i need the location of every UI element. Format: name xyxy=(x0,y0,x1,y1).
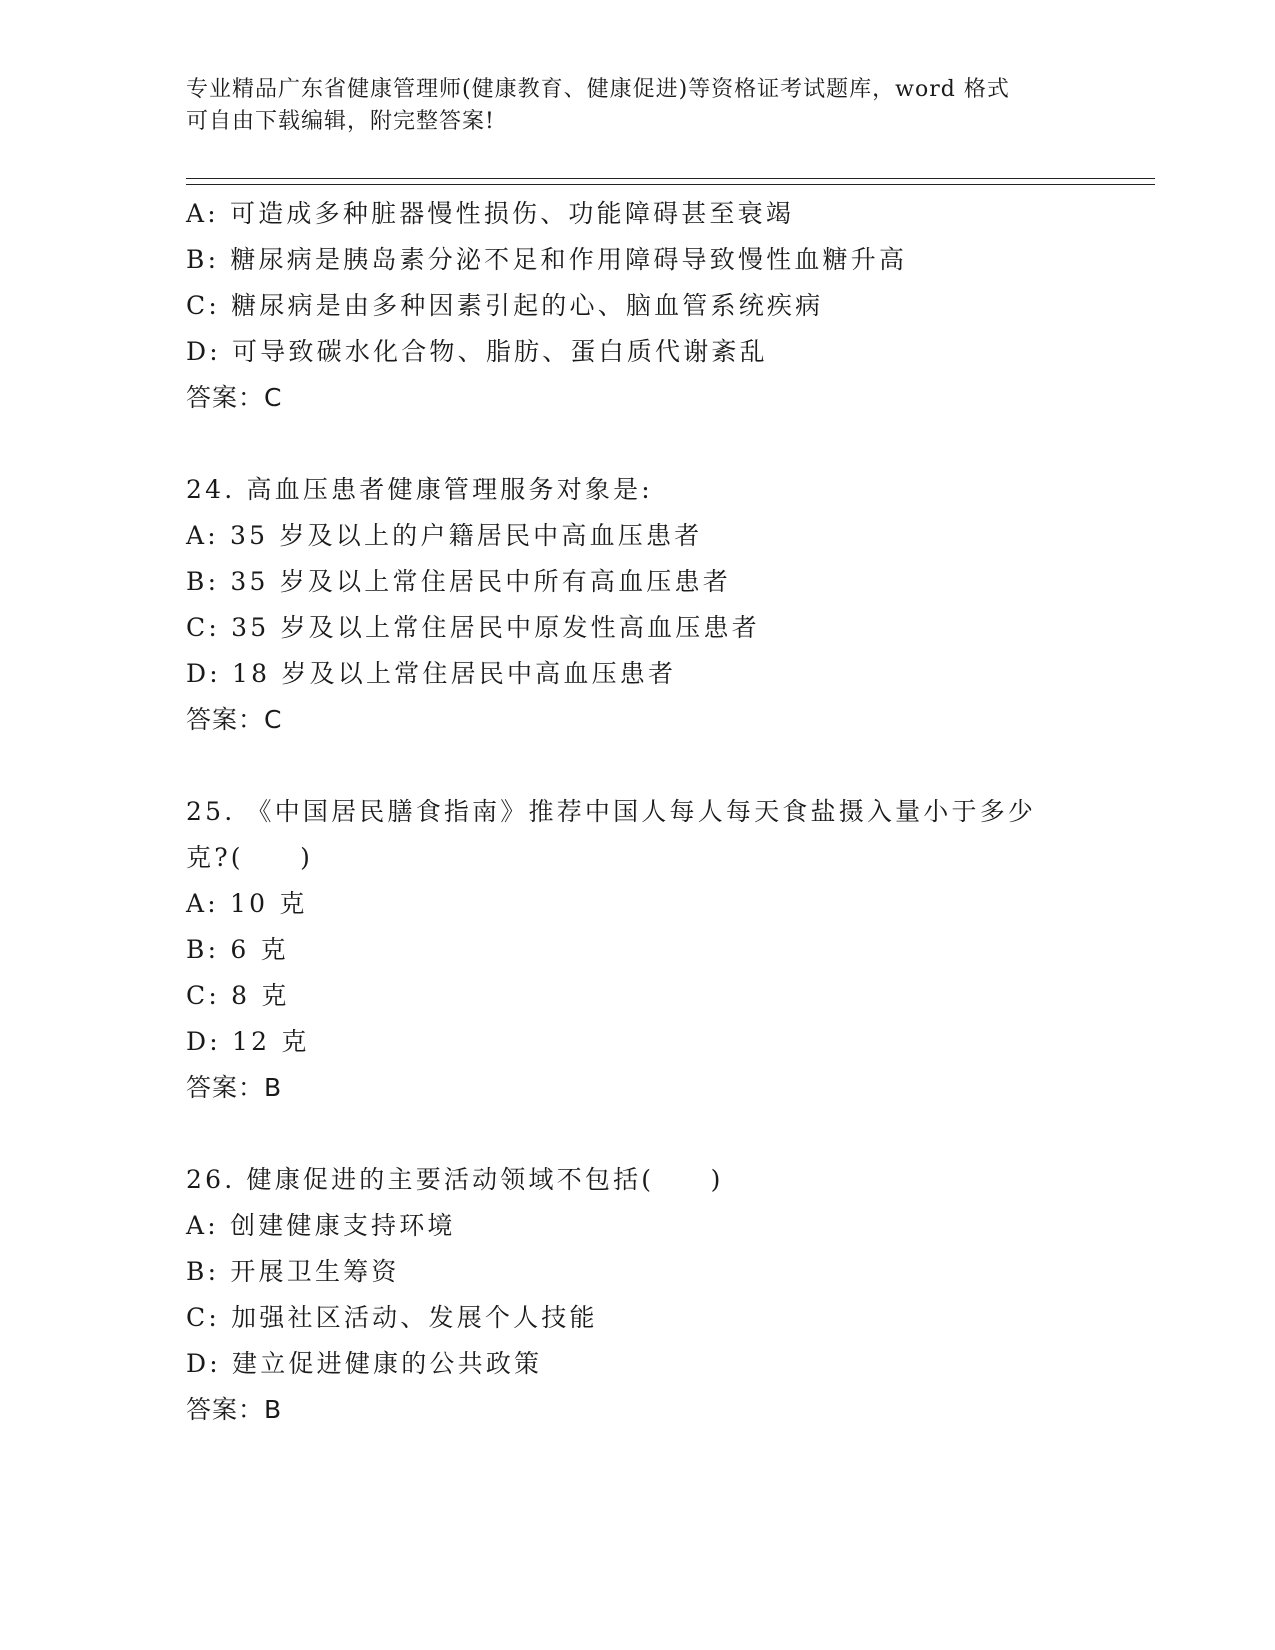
option-a: A: 35 岁及以上的户籍居民中高血压患者 xyxy=(186,521,703,550)
option-c: C: 8 克 xyxy=(186,981,290,1010)
question-23 xyxy=(186,191,1146,421)
spacer xyxy=(186,421,1146,467)
question-24 xyxy=(186,467,1146,743)
answer-line: 答案：C xyxy=(186,383,283,412)
option-b: B: 开展卫生筹资 xyxy=(186,1257,400,1286)
question-text: 24. 高血压患者健康管理服务对象是: xyxy=(186,475,653,504)
option-c: C: 糖尿病是由多种因素引起的心、脑血管系统疾病 xyxy=(186,291,824,320)
question-25 xyxy=(186,789,1146,1111)
answer-line: 答案：B xyxy=(186,1395,283,1424)
option-a: A: 可造成多种脏器慢性损伤、功能障碍甚至衰竭 xyxy=(186,199,795,228)
option-d: D: 12 克 xyxy=(186,1027,310,1056)
option-b: B: 6 克 xyxy=(186,935,289,964)
option-b: B: 糖尿病是胰岛素分泌不足和作用障碍导致慢性血糖升高 xyxy=(186,245,908,274)
option-a: A: 10 克 xyxy=(186,889,308,918)
option-d: D: 18 岁及以上常住居民中高血压患者 xyxy=(186,659,677,688)
header-divider-top xyxy=(186,178,1155,179)
answer-line: 答案：C xyxy=(186,705,283,734)
header-line-2: 可自由下载编辑，附完整答案! xyxy=(186,109,495,134)
answer-line: 答案：B xyxy=(186,1073,283,1102)
option-d: D: 可导致碳水化合物、脂肪、蛋白质代谢紊乱 xyxy=(186,337,768,366)
document-header xyxy=(186,74,1086,138)
question-text: 26. 健康促进的主要活动领域不包括( ) xyxy=(186,1165,724,1194)
question-text: 25. 《中国居民膳食指南》推荐中国人每人每天食盐摄入量小于多少克?( ) xyxy=(186,797,1037,872)
header-divider-bottom xyxy=(186,184,1155,185)
question-list xyxy=(186,191,1146,1433)
spacer xyxy=(186,1111,1146,1157)
header-line-1: 专业精品广东省健康管理师(健康教育、健康促进)等资格证考试题库，word 格式 xyxy=(186,77,1010,102)
spacer xyxy=(186,743,1146,789)
option-c: C: 加强社区活动、发展个人技能 xyxy=(186,1303,598,1332)
option-d: D: 建立促进健康的公共政策 xyxy=(186,1349,543,1378)
option-b: B: 35 岁及以上常住居民中所有高血压患者 xyxy=(186,567,731,596)
question-26 xyxy=(186,1157,1146,1433)
option-a: A: 创建健康支持环境 xyxy=(186,1211,456,1240)
option-c: C: 35 岁及以上常住居民中原发性高血压患者 xyxy=(186,613,760,642)
